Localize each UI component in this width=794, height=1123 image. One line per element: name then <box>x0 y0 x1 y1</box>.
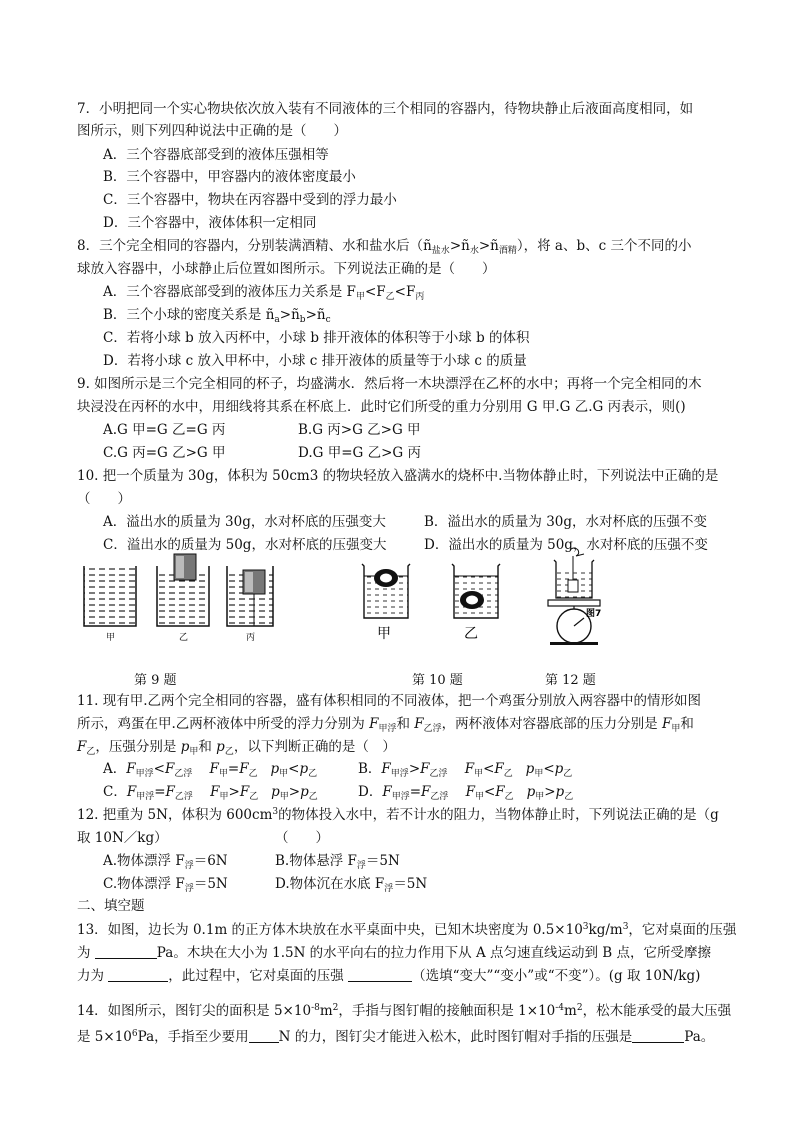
q11-option-c: C．$F_{甲浮}=F_{乙浮}$ $F_甲>F_乙$ $p_甲>p_乙$ <box>103 784 318 802</box>
figure-q12-label: 图7 <box>586 609 602 619</box>
q12-option-b: B.物体悬浮 $F_浮=5N$ <box>275 853 400 871</box>
q10-option-c: C．溢出水的质量为 50g，水对杯底的压强变大 <box>103 537 387 553</box>
q11-stem-line3: $F_乙$，压强分别是 $p_甲$和 $p_乙$，以下判断正确的是（ ） <box>77 739 396 757</box>
q14-blank-pressure[interactable] <box>632 1028 684 1043</box>
q7-stem-line2: 图所示，则下列四种说法中正确的是（ ） <box>77 123 347 139</box>
q9-option-a: A.G 甲=G 乙=G 丙 <box>103 422 226 438</box>
figure-q9-label-jia: 甲 <box>106 633 116 643</box>
q11-option-d: D．$F_{甲浮}=F_{乙浮}$ $F_甲<F_乙$ $p_甲>p_乙$ <box>358 784 574 802</box>
section-heading-fill-in: 二、填空题 <box>77 898 145 914</box>
figure-q9-label-yi: 乙 <box>179 633 189 643</box>
q10-option-b: B．溢出水的质量为 30g，水对杯底的压强不变 <box>424 514 708 530</box>
q10-option-d: D．溢出水的质量为 50g，水对杯底的压强不变 <box>424 537 708 553</box>
q9-option-b: B.G 丙>G 乙>G 甲 <box>298 422 421 438</box>
q13-line1: 13．如图，边长为 0.1m 的正方体木块放在水平桌面中央，已知木块密度为 $0.5\times 10^3kg/m^3$，它对桌面的压强 <box>77 922 737 938</box>
figure-q9-label-bing: 丙 <box>246 633 256 643</box>
q12-stem-line1: 12. 把重为 5N，体积为 $600cm^3$的物体投入水中，若不计水的阻力，当物体静止时，下列说法正确的是（g <box>77 807 719 823</box>
q8-stem-line2: 球放入容器中，小球静止后位置如图所示。下列说法正确的是（ ） <box>77 261 496 277</box>
figure-caption-q12: 第 12 题 <box>545 673 596 688</box>
q11-option-a: A．$F_{甲浮}<F_{乙浮}$ $F_甲=F_乙$ $p_甲<p_乙$ <box>103 761 318 779</box>
q11-stem-line2: 所示，鸡蛋在甲.乙两杯液体中所受的浮力分别为 $F_{甲浮}$和 $F_{乙浮}$，两杯液体对容器底部的压力分别是 $F_甲$和 <box>77 716 694 734</box>
q11-stem-line1: 11. 现有甲.乙两个完全相同的容器，盛有体积相同的不同液体，把一个鸡蛋分别放入两容器中的情形如图 <box>77 693 702 709</box>
q14-blank-force[interactable] <box>249 1028 279 1043</box>
q14-line2: 是 $5\times 10^6Pa$，手指至少要用 N 的力，图钉尖才能进入松木，此时图钉帽对手指的压强是 Pa。 <box>77 1029 715 1045</box>
q7-stem-line1: 7．小明把同一个实心物块依次放入装有不同液体的三个相同的容器内，待物块静止后液面高度相同，如 <box>77 101 694 117</box>
q7-option-c: C．三个容器中，物块在丙容器中受到的浮力最小 <box>103 192 397 208</box>
q8-option-a: A．三个容器底部受到的液体压力关系是 $F_甲<F_乙<F_丙$ <box>103 284 425 302</box>
q10-stem-line1: 10. 把一个质量为 30g，体积为 50cm3 的物块轻放入盛满水的烧杯中.当物体静止时，下列说法中正确的是 <box>77 468 719 484</box>
q12-option-c: C.物体漂浮 $F_浮=5N$ <box>103 876 228 894</box>
figure-caption-q9: 第 9 题 <box>134 673 177 688</box>
q13-line2: 为 Pa。木块在大小为 1.5N 的水平向右的拉力作用下从 A 点匀速直线运动到 B 点，它所受摩擦 <box>77 945 712 961</box>
q13-blank-friction[interactable] <box>108 967 168 982</box>
q8-option-d: D．若将小球 c 放入甲杯中，小球 c 排开液体的质量等于小球 c 的质量 <box>103 353 527 369</box>
q8-option-c: C．若将小球 b 放入丙杯中，小球 b 排开液体的体积等于小球 b 的体积 <box>103 330 530 346</box>
q12-option-a: A.物体漂浮 $F_浮=6N$ <box>103 853 228 871</box>
q12-answer-paren: （ ） <box>275 830 329 846</box>
figure-q10-label-yi: 乙 <box>464 626 478 642</box>
q7-option-b: B．三个容器中，甲容器内的液体密度最小 <box>103 169 356 185</box>
figure-q10-label-jia: 甲 <box>377 626 391 642</box>
q7-option-d: D．三个容器中，液体体积一定相同 <box>103 215 317 231</box>
figure-q12-scale <box>540 546 620 646</box>
figure-caption-q10: 第 10 题 <box>412 673 463 688</box>
q9-stem-line2: 块浸没在丙杯的水中，用细线将其系在杯底上．此时它们所受的重力分别用 G 甲.G 乙.G 丙表示，则() <box>77 399 686 415</box>
q13-line3: 力为 ，此过程中，它对桌面的压强 （选填“变大”“变小”或“不变”）。(g 取 10N/kg) <box>77 968 701 984</box>
q12-option-d: D.物体沉在水底 $F_浮=5N$ <box>275 876 428 894</box>
q8-stem-line1: 8．三个完全相同的容器内，分别装满酒精、水和盐水后$(ñ_{盐水}>ñ_水>ñ_{酒精})$，将 a、b、c 三个不同的小 <box>77 238 692 256</box>
figure-q9-three-cups <box>78 548 278 648</box>
q9-option-c: C.G 丙=G 乙>G 甲 <box>103 445 226 461</box>
figure-q10-two-beakers <box>350 556 520 646</box>
q13-blank-pressure[interactable] <box>95 944 157 959</box>
q7-option-a: A．三个容器底部受到的液体压强相等 <box>103 147 329 163</box>
q14-line1: 14．如图所示，图钉尖的面积是 $5\times 10^{-8}m^2$，手指与图钉帽的接触面积是 $1\times 10^{-4}m^2$，松木能承受的最大压强 <box>77 1003 732 1019</box>
q9-stem-line1: 9. 如图所示是三个完全相同的杯子，均盛满水．然后将一木块漂浮在乙杯的水中；再将一个完全相同的木 <box>77 376 702 392</box>
q10-stem-line2: （ ） <box>77 491 131 507</box>
q13-blank-pressure-change[interactable] <box>348 967 412 982</box>
q10-option-a: A．溢出水的质量为 30g，水对杯底的压强变大 <box>103 514 386 530</box>
q12-stem-line2: 取 10N／kg） <box>77 830 168 846</box>
q11-option-b: B．$F_{甲浮}>F_{乙浮}$ $F_甲<F_乙$ $p_甲<p_乙$ <box>358 761 573 779</box>
q9-option-d: D.G 甲=G 乙>G 丙 <box>298 445 421 461</box>
q8-option-b: B．三个小球的密度关系是 $ñ_a>ñ_b>ñ_c$ <box>103 307 331 325</box>
